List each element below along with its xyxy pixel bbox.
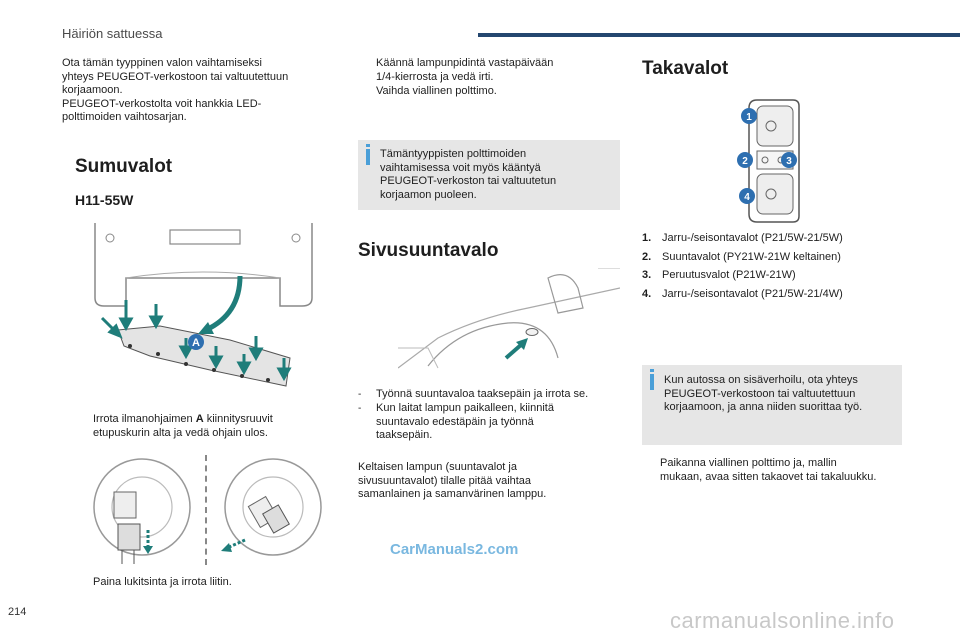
step-push-indicator: - Työnnä suuntavaloa taaksepäin ja irrota se. bbox=[358, 388, 589, 400]
fog-lamp-left-illustration bbox=[82, 452, 197, 567]
diagram-number-4: 4 bbox=[744, 192, 750, 203]
subheading-h11: H11-55W bbox=[75, 192, 134, 208]
yellow-bulb-paragraph: Keltaisen lampun (suuntavalot ja sivusuuntavalot) tilalle pitää vaihtaa samanlainen ja samanvärinen lamppu. bbox=[358, 461, 547, 500]
illustration-divider bbox=[205, 455, 207, 565]
list-item: 4. Jarru-/seisontavalot (P21/5W-21/4W) bbox=[642, 287, 843, 300]
heading-rear-lights: Takavalot bbox=[642, 58, 729, 79]
diagram-number-2: 2 bbox=[742, 156, 748, 167]
step-replace-bulb: Vaihda viallinen polttimo. bbox=[376, 85, 497, 97]
step-disconnect: Paina lukitsinta ja irrota liitin. bbox=[93, 576, 232, 588]
diagram-number-3: 3 bbox=[786, 156, 792, 167]
list-item: 3. Peruutusvalot (P21W-21W) bbox=[642, 269, 796, 281]
dash-icon: - bbox=[358, 389, 362, 400]
section-title: Häiriön sattuessa bbox=[62, 26, 163, 41]
diagram-number-1: 1 bbox=[746, 112, 752, 123]
step-refit-indicator: - Kun laitat lampun paikalleen, kiinnitä suuntavalo edestäpäin ja työnnä taaksepäin. bbox=[358, 402, 554, 441]
watermark-site: CarManuals2.com bbox=[390, 541, 519, 558]
watermark-bottom: carmanualsonline.info bbox=[670, 608, 895, 633]
step-turn-holder: Käännä lampunpidintä vastapäivään 1/4-kierrosta ja vedä irti. bbox=[376, 57, 554, 83]
bumper-illustration bbox=[90, 218, 320, 398]
rear-light-diagram bbox=[735, 96, 805, 226]
info-icon bbox=[366, 149, 370, 165]
note-box-trim: Kun autossa on sisäverhoilu, ota yhteys PEUGEOT-verkostoon tai valtuutettuun korjaamoon, ja anna niiden suorittaa työ. bbox=[642, 365, 902, 445]
info-icon bbox=[650, 374, 654, 390]
intro-paragraph: Ota tämän tyyppinen valon vaihtamiseksi yhteys PEUGEOT-verkostoon tai valtuutettuun korjaamoon. PEUGEOT-verkostolta voit hankkia LED- polttimoiden vaihtosarjan. bbox=[62, 57, 289, 123]
fog-lamp-right-illustration bbox=[215, 452, 330, 567]
page-number: 214 bbox=[8, 606, 27, 618]
dash-icon: - bbox=[358, 403, 362, 414]
marker-a-label: A bbox=[192, 337, 200, 349]
step-locate-bulb: Paikanna viallinen polttimo ja, mallin mukaan, avaa sitten takaovet tai takaluukku. bbox=[660, 457, 877, 483]
list-item: 2. Suuntavalot (PY21W-21W keltainen) bbox=[642, 250, 841, 263]
note-box-bulbs: Tämäntyyppisten polttimoiden vaihtamisessa voit myös kääntyä PEUGEOT-verkoston tai valtuutetun korjaamon puoleen. bbox=[358, 140, 620, 210]
list-item: 1. Jarru-/seisontavalot (P21/5W-21/5W) bbox=[642, 232, 843, 244]
heading-side-indicator: Sivusuuntavalo bbox=[358, 240, 499, 261]
side-indicator-illustration bbox=[398, 268, 620, 378]
rear-light-list bbox=[642, 232, 904, 301]
header-bar bbox=[478, 33, 960, 37]
heading-fog-lights: Sumuvalot bbox=[75, 156, 173, 177]
step-remove-deflector: Irrota ilmanohjaimen A kiinnitysruuvit etupuskurin alta ja vedä ohjain ulos. bbox=[93, 413, 273, 439]
